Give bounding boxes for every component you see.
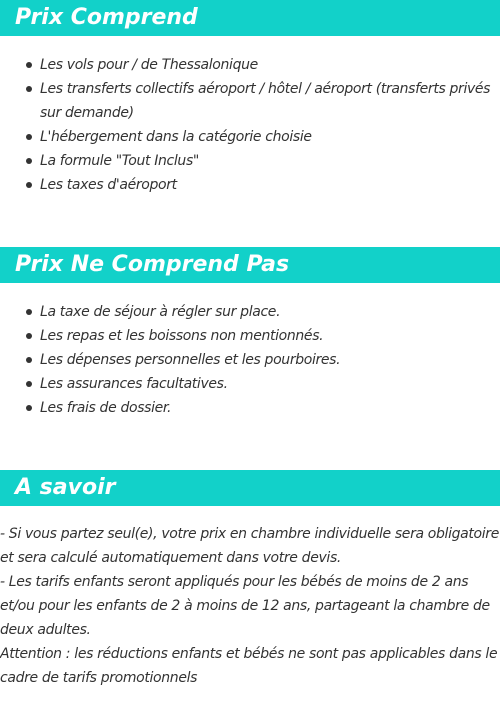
- info-paragraphs: [0, 522, 500, 690]
- list-item: La formule "Tout Inclus": [24, 149, 500, 173]
- list-item: L'hébergement dans la catégorie choisie: [24, 125, 500, 149]
- list-item: Les transferts collectifs aéroport / hôtel / aéroport (transferts privés sur demande): [24, 77, 500, 125]
- section-title: A savoir: [0, 470, 500, 506]
- section-a-savoir: [0, 470, 500, 690]
- info-paragraph: - Les tarifs enfants seront appliqués pour les bébés de moins de 2 ans et/ou pour les enfants de 2 à moins de 12 ans, partageant la chambre de deux adultes.: [0, 574, 490, 638]
- info-paragraph: Attention : les réductions enfants et bébés ne sont pas applicables dans le cadre de tarifs promotionnels: [0, 646, 498, 686]
- included-list: [0, 53, 500, 197]
- section-title: Prix Ne Comprend Pas: [0, 247, 500, 283]
- list-item: Les taxes d'aéroport: [24, 173, 500, 197]
- not-included-list: [0, 300, 500, 420]
- section-title: Prix Comprend: [0, 0, 500, 36]
- list-item: La taxe de séjour à régler sur place.: [24, 300, 500, 324]
- section-prix-comprend: [0, 0, 500, 197]
- list-item: Les repas et les boissons non mentionnés.: [24, 324, 500, 348]
- section-prix-ne-comprend-pas: [0, 247, 500, 420]
- list-item: Les vols pour / de Thessalonique: [24, 53, 500, 77]
- list-item: Les dépenses personnelles et les pourboires.: [24, 348, 500, 372]
- list-item: Les assurances facultatives.: [24, 372, 500, 396]
- info-paragraph: - Si vous partez seul(e), votre prix en chambre individuelle sera obligatoire et sera calculé automatiquement dans votre devis.: [0, 526, 499, 566]
- list-item: Les frais de dossier.: [24, 396, 500, 420]
